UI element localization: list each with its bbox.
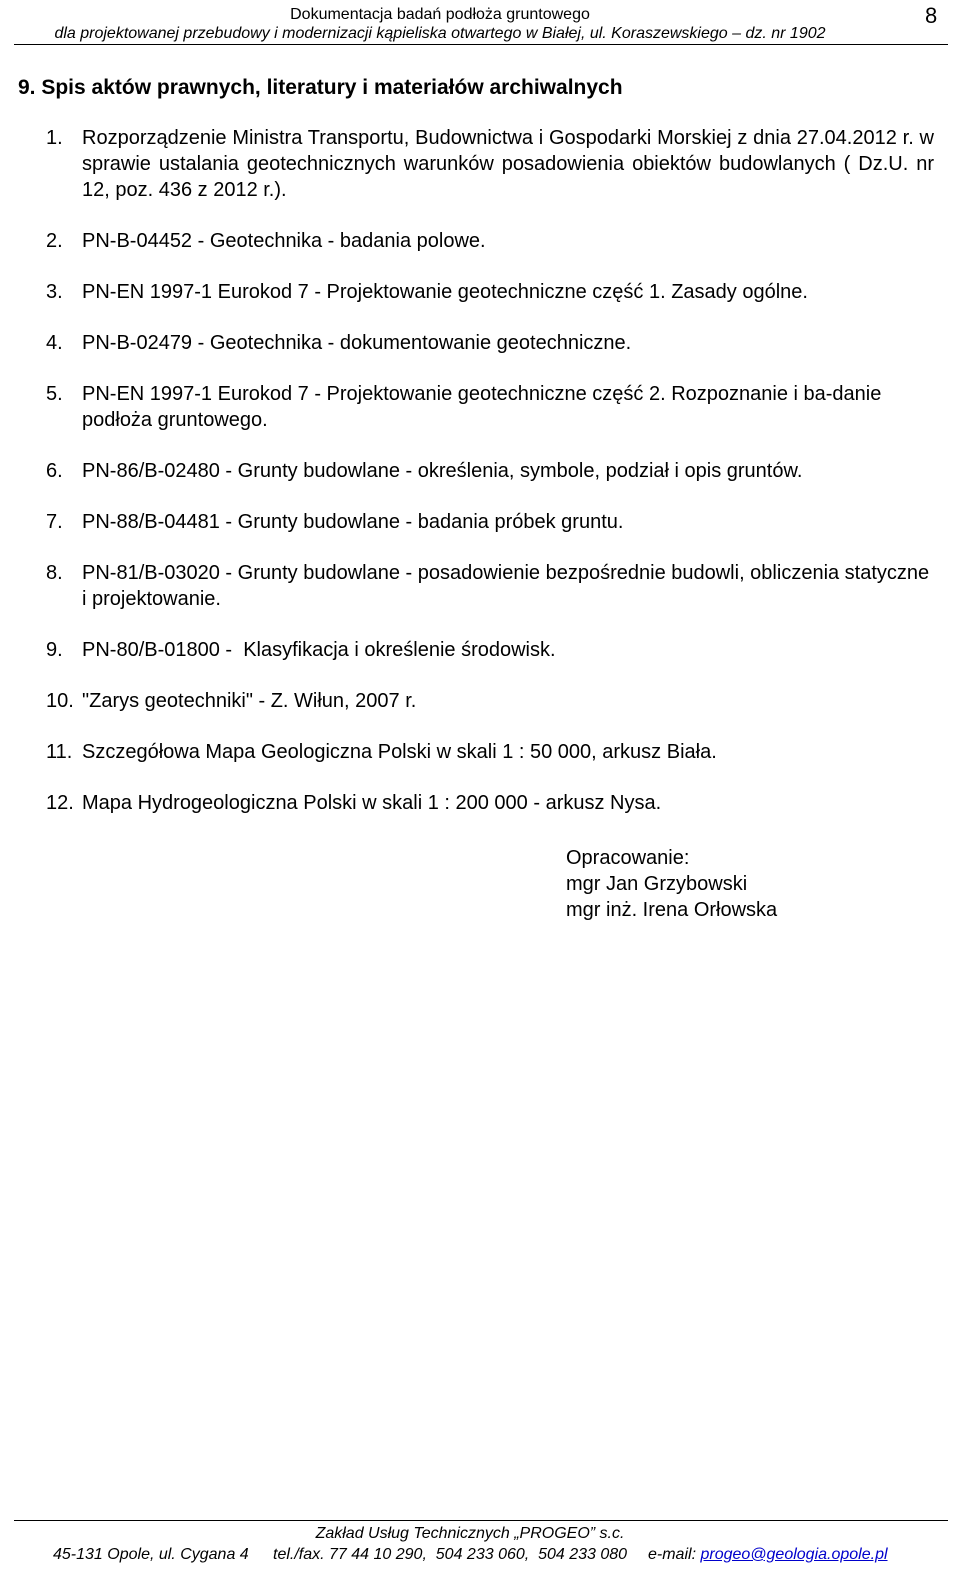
reference-text: Szczegółowa Mapa Geologiczna Polski w skali 1 : 50 000, arkusz Biała. [82,741,717,763]
reference-item-7 [46,509,934,535]
reference-item-1 [46,125,934,203]
reference-number: 6. [46,460,63,482]
reference-text: "Zarys geotechniki" - Z. Wiłun, 2007 r. [82,690,417,712]
reference-text: PN-B-04452 - Geotechnika - badania polowe. [82,230,486,252]
footer-phone: tel./fax. 77 44 10 290, 504 233 060, 504 233 080 [273,1546,628,1563]
reference-item-5 [46,381,902,433]
reference-number: 8. [46,562,63,584]
reference-text: PN-EN 1997-1 Eurokod 7 - Projektowanie geotechniczne część 1. Zasady ogólne. [82,281,808,303]
email-link[interactable]: progeo@geologia.opole.pl [700,1546,888,1563]
reference-item-3 [46,279,934,305]
reference-number: 10. [46,690,74,712]
footer-email-label: e-mail: [648,1546,697,1563]
page-number: 8 [925,3,938,28]
authors-label: Opracowanie: [566,847,690,869]
author-name: mgr inż. Irena Orłowska [566,899,778,921]
reference-number: 11. [46,741,73,763]
reference-number: 5. [46,383,63,405]
reference-item-9 [46,637,934,663]
reference-item-10 [46,688,934,714]
footer-email [648,1545,888,1565]
footer-address: 45-131 Opole, ul. Cygana 4 [53,1546,249,1563]
reference-item-12 [46,790,934,816]
footer-divider [14,1520,948,1521]
reference-text: PN-86/B-02480 - Grunty budowlane - określenia, symbole, podział i opis gruntów. [82,460,803,482]
reference-item-6 [46,458,934,484]
reference-text: PN-EN 1997-1 Eurokod 7 - Projektowanie geotechniczne część 2. Rozpoznanie i ba-danie podłoża gruntowego. [82,383,882,431]
reference-number: 1. [46,127,63,149]
authors-block [566,845,777,923]
reference-text: Mapa Hydrogeologiczna Polski w skali 1 : 200 000 - arkusz Nysa. [82,792,662,814]
reference-number: 9. [46,639,63,661]
header-divider [14,44,948,45]
reference-number: 7. [46,511,63,533]
reference-number: 12. [46,792,74,814]
page-header [0,0,960,48]
reference-text: PN-B-02479 - Geotechnika - dokumentowanie geotechniczne. [82,332,632,354]
reference-text: Rozporządzenie Ministra Transportu, Budownictwa i Gospodarki Morskiej z dnia 27.04.2012 r. w sprawie ustalania geotechnicznych warunków posadowienia obiektów budowlanych ( Dz.U. nr 12, poz. 436 z 2012 r.). [82,127,934,201]
reference-number: 2. [46,230,63,252]
footer-company: Zakład Usług Technicznych „PROGEO” s.c. [315,1525,625,1542]
reference-item-11 [46,739,934,765]
reference-text: PN-80/B-01800 - Klasyfikacja i określenie środowisk. [82,639,556,661]
reference-item-2 [46,228,934,254]
page-footer [0,1520,960,1590]
reference-item-4 [46,330,934,356]
author-name: mgr Jan Grzybowski [566,873,748,895]
reference-text: PN-88/B-04481 - Grunty budowlane - badania próbek gruntu. [82,511,624,533]
section-title: 9. Spis aktów prawnych, literatury i materiałów archiwalnych [18,76,623,99]
reference-item-8 [46,560,934,612]
reference-text: PN-81/B-03020 - Grunty budowlane - posadowienie bezpośrednie budowli, obliczenia statyczne i projektowanie. [82,562,930,610]
header-subtitle: dla projektowanej przebudowy i modernizacji kąpieliska otwartego w Białej, ul. Koraszewskiego – dz. nr 1902 [54,25,826,42]
header-title: Dokumentacja badań podłoża gruntowego [290,6,590,23]
reference-number: 3. [46,281,63,303]
reference-number: 4. [46,332,63,354]
